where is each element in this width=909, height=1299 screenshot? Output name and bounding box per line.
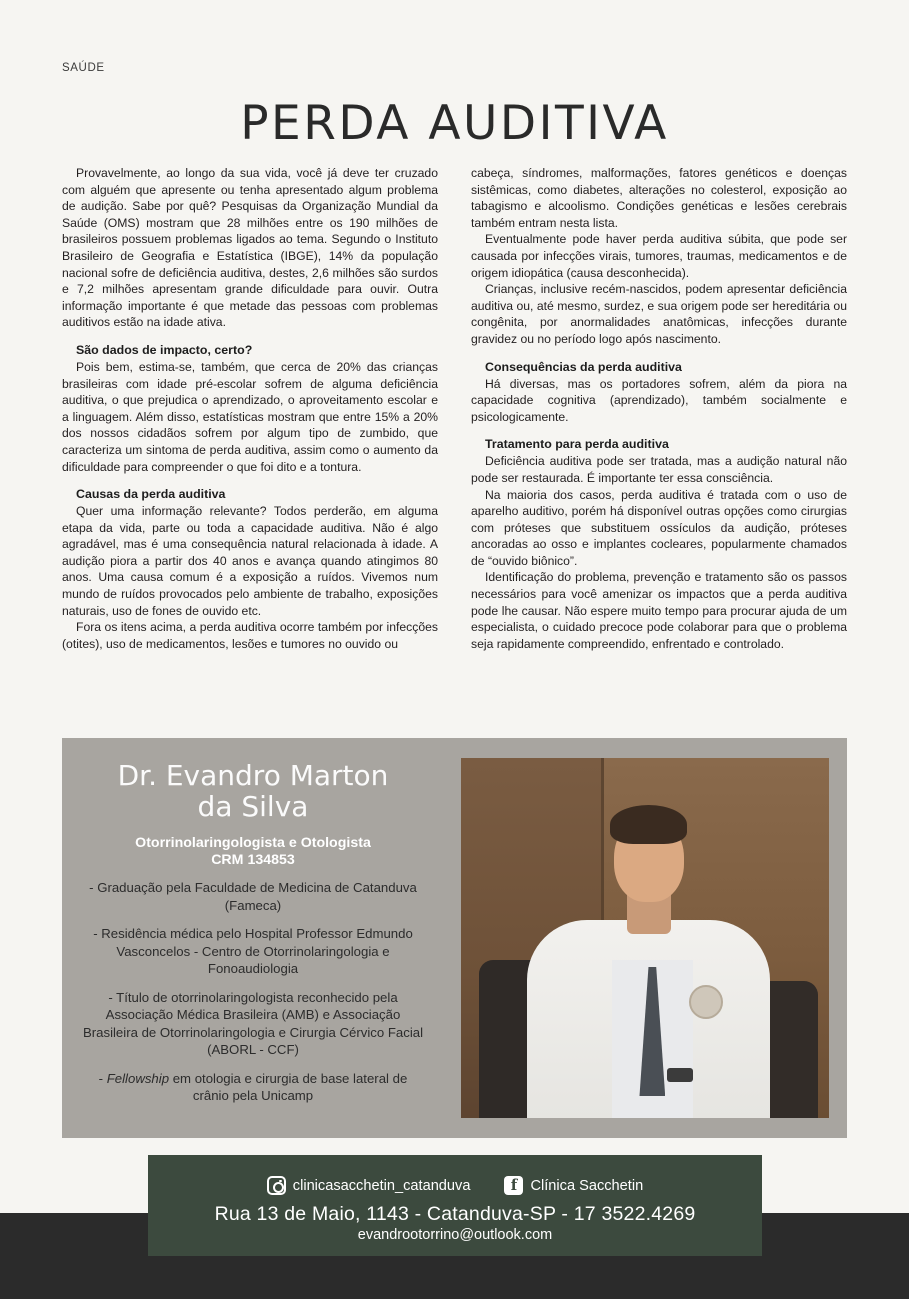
subheading: São dados de impacto, certo? — [76, 342, 253, 357]
subheading: Tratamento para perda auditiva — [485, 437, 669, 452]
doctor-portrait-photo — [461, 758, 829, 1118]
instagram-icon — [267, 1176, 286, 1195]
paragraph: Provavelmente, ao longo da sua vida, você já deve ter cruzado com alguém que apresente ou tenha apresentado algum problema de audição. Sabe por quê? Pesquisas da Organização Mundial da Saúde (OMS) mostram que 28 milhões entre os 190 milhões de brasileiros possuem problemas ligados ao tema. Segundo o Instituto Brasileiro de Geografia e Estatística (IBGE), 14% da população nacional sofre de deficiência auditiva, destes, 2,6 milhões são surdos e 7,2 milhões apresentam grande dificuldade para ouvir. Outra informação importante é que metade das pessoas com problemas auditivos estão na idade ativa. — [62, 166, 438, 330]
clinic-address: Rua 13 de Maio, 1143 - Catanduva-SP - 17 3522.4269 — [214, 1203, 696, 1225]
photo-coat-badge — [689, 985, 723, 1019]
paragraph: cabeça, síndromes, malformações, fatores genéticos e doenças sistêmicas, como diabetes, alterações no colesterol, exposição ao tabagismo e alcoolismo. Condições genéticas e lesões cerebrais também entram nesta lista. — [471, 166, 847, 230]
paragraph: Deficiência auditiva pode ser tratada, mas a audição natural não pode ser restaurada. É importante ter essa consciência. — [471, 454, 847, 485]
doctor-name — [80, 760, 426, 822]
credential-item-fellowship — [80, 1070, 426, 1105]
page-title: PERDA AUDITIVA — [240, 96, 669, 151]
facebook-icon: f — [504, 1176, 523, 1195]
article-body — [62, 165, 847, 652]
doctor-advertisement-card — [62, 738, 847, 1138]
social-row — [148, 1155, 762, 1195]
clinic-email[interactable]: evandrootorrino@outlook.com — [357, 1227, 553, 1243]
article-left-column — [62, 165, 438, 652]
credential-item: - Residência médica pelo Hospital Professor Edmundo Vasconcelos - Centro de Otorrinolaringologia e Fonoaudiologia — [93, 926, 413, 976]
subheading: Causas da perda auditiva — [76, 487, 226, 502]
photo-wristwatch — [667, 1068, 693, 1082]
paragraph: Há diversas, mas os portadores sofrem, além da piora na capacidade cognitiva (aprendizado), também socialmente e psicologicamente. — [471, 376, 847, 424]
facebook-link[interactable] — [504, 1176, 643, 1195]
credential-emphasis: Fellowship — [106, 1070, 170, 1086]
paragraph: Quer uma informação relevante? Todos perderão, em alguma etapa da vida, parte ou toda a capacidade auditiva. Não é algo agradável, mas é uma consequência natural relacionada à idade. A audição piora a partir dos 40 anos e avança quando atingimos 80 anos. Uma causa comum é a exposição a ruídos. Vivemos num mundo de ruídos provocados pelo ambiente de trabalho, exposições naturais, uso de fones de ouvido etc. — [62, 504, 438, 618]
section-kicker: SAÚDE — [62, 62, 105, 74]
credential-suffix: em otologia e cirurgia de base lateral de crânio pela Unicamp — [169, 1070, 408, 1103]
doctor-name-line1: Dr. Evandro Marton — [117, 759, 389, 792]
paragraph: Na maioria dos casos, perda auditiva é tratada com o uso de aparelho auditivo, porém há disponível outras opções como cirurgias com próteses que substituem ossículos da audição, próteses ancoradas ao osso e implantes cocleares, popularmente chamados de “ouvido biônico”. — [471, 487, 847, 568]
doctor-crm: CRM 134853 — [211, 852, 295, 868]
credential-prefix: - — [98, 1070, 107, 1086]
paragraph: Identificação do problema, prevenção e tratamento são os passos necessários para você amenizar os impactos que a perda auditiva pode lhe causar. Não espere muito tempo para procurar ajuda de um especialista, o cuidado precoce pode colaborar para que o problema seja rapidamente compreendido, enfrentado e controlado. — [471, 570, 847, 651]
doctor-name-line2: da Silva — [197, 790, 309, 823]
paragraph: Pois bem, estima-se, também, que cerca de 20% das crianças brasileiras com idade pré-escolar sofrem de alguma deficiência auditiva, o que prejudica o aprendizado, o aproveitamento escolar e a linguagem. Além disso, estatísticas mostram que entre 15% a 20% dos nossos cidadãos sofrem por algum tipo de zumbido, que caracteriza um sintoma de perda auditiva, assim como o aumento da dificuldade para compreender o que foi dito e a tontura. — [62, 359, 438, 474]
paragraph: Fora os itens acima, a perda auditiva ocorre também por infecções (otites), uso de medicamentos, lesões e tumores no ouvido ou — [62, 620, 438, 651]
facebook-name: Clínica Sacchetin — [530, 1177, 644, 1194]
subheading: Consequências da perda auditiva — [485, 359, 682, 374]
credential-item: - Graduação pela Faculdade de Medicina de Catanduva (Fameca) — [89, 880, 417, 913]
paragraph: Eventualmente pode haver perda auditiva súbita, que pode ser causada por infecções virais, tumores, traumas, medicamentos e de origem idiopática (causa desconhecida). — [471, 232, 847, 280]
paragraph: Crianças, inclusive recém-nascidos, podem apresentar deficiência auditiva ou, até mesmo, surdez, e sua origem pode ser hereditária ou congênita, por anormalidades anatômicas, infecções durante gravidez ou no período logo após nascimento. — [471, 282, 847, 346]
contact-footer — [148, 1155, 762, 1256]
article-right-column — [471, 165, 847, 652]
doctor-specialty: Otorrinolaringologista e Otologista — [135, 835, 371, 851]
doctor-info — [62, 738, 442, 1138]
photo-hair — [610, 805, 687, 845]
instagram-link[interactable] — [267, 1176, 471, 1195]
credential-item: - Título de otorrinolaringologista reconhecido pela Associação Médica Brasileira (AMB) e Associação Brasileira de Otorrinolaringologia e Cirurgia Cérvico Facial (ABORL - CCF) — [82, 989, 424, 1057]
instagram-handle: clinicasacchetin_catanduva — [292, 1177, 471, 1194]
